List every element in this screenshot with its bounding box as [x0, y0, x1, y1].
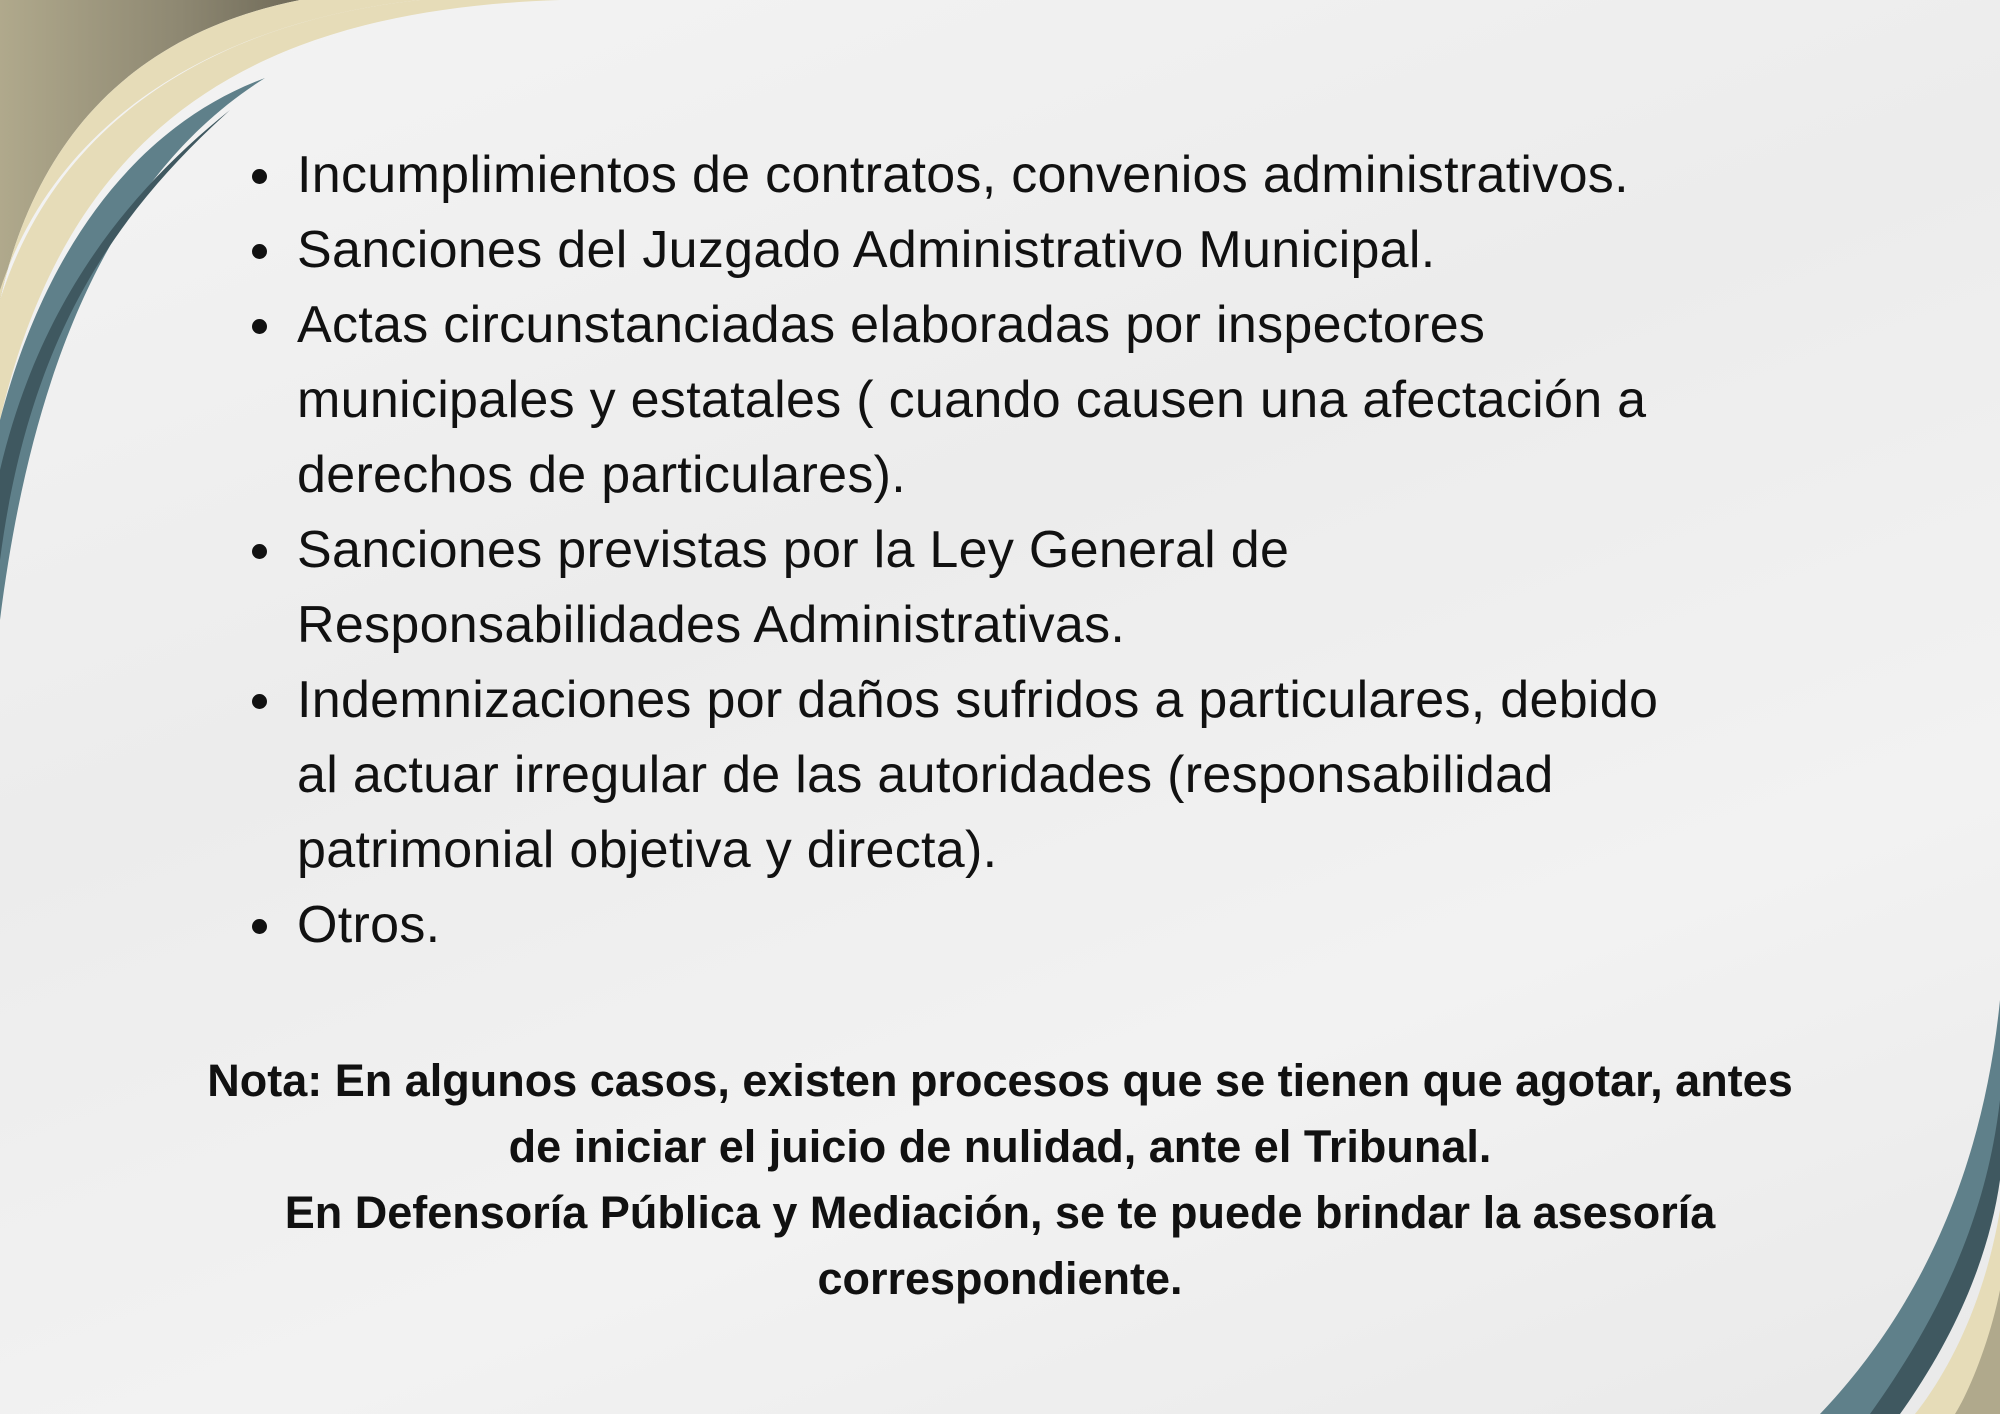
bullet-icon — [252, 169, 267, 184]
bullet-list — [252, 138, 1658, 963]
list-item-text: Otros. — [297, 896, 441, 954]
bullet-icon — [252, 919, 267, 934]
list-item-text: Actas circunstanciadas elaboradas por inspectores — [297, 296, 1486, 354]
list-item-text: Sanciones previstas por la Ley General de — [297, 521, 1290, 579]
list-item-text: patrimonial objetiva y directa). — [297, 821, 998, 879]
bullet-icon — [252, 319, 267, 334]
note-paragraph — [0, 1048, 2000, 1312]
list-item — [252, 213, 1658, 288]
note-line: correspondiente. — [817, 1253, 1183, 1304]
list-item — [252, 888, 1658, 963]
bullet-icon — [252, 244, 267, 259]
list-item-text: Incumplimientos de contratos, convenios administrativos. — [297, 146, 1629, 204]
list-item — [252, 138, 1658, 213]
list-item — [252, 663, 1658, 888]
list-item — [252, 288, 1658, 513]
list-item — [252, 513, 1658, 663]
list-item-text: al actuar irregular de las autoridades (responsabilidad — [297, 746, 1554, 804]
list-item-text: derechos de particulares). — [297, 446, 906, 504]
note-line: de iniciar el juicio de nulidad, ante el Tribunal. — [508, 1121, 1492, 1172]
list-item-text: Sanciones del Juzgado Administrativo Municipal. — [297, 221, 1436, 279]
note-line: En Defensoría Pública y Mediación, se te puede brindar la asesoría — [284, 1187, 1716, 1238]
list-item-text: Indemnizaciones por daños sufridos a particulares, debido — [297, 671, 1659, 729]
list-item-text: Responsabilidades Administrativas. — [297, 596, 1126, 654]
note-line: Nota: En algunos casos, existen procesos que se tienen que agotar, antes — [207, 1055, 1793, 1106]
bullet-icon — [252, 694, 267, 709]
bullet-icon — [252, 544, 267, 559]
list-item-text: municipales y estatales ( cuando causen una afectación a — [297, 371, 1647, 429]
